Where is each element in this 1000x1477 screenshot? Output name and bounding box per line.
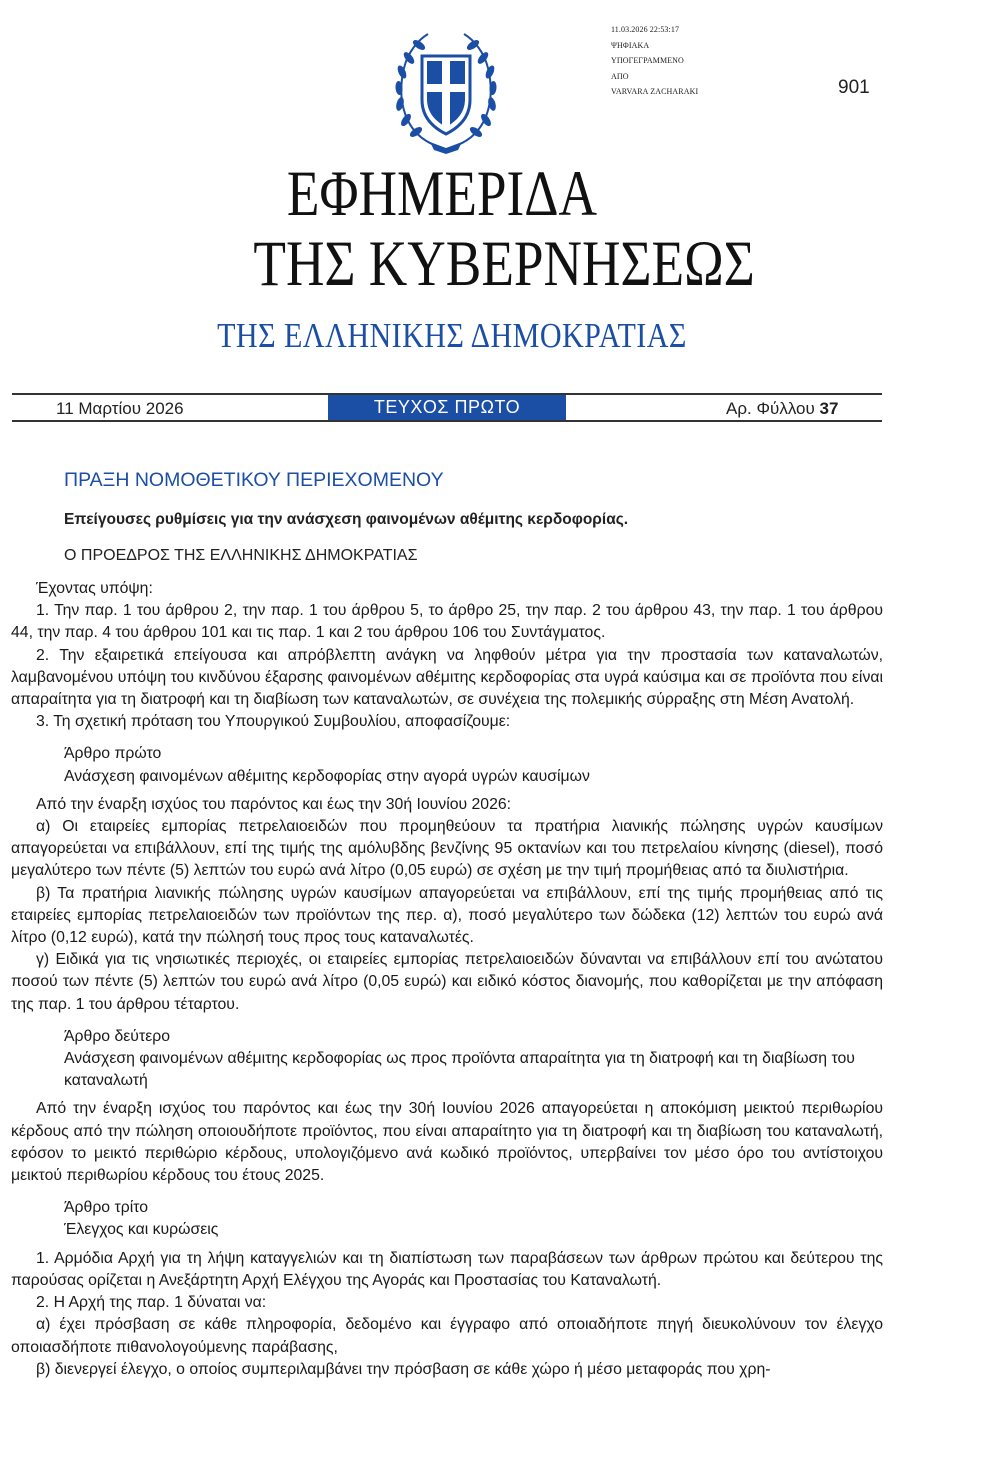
signature-line: ΑΠΟ	[611, 71, 629, 81]
sheet-number: 37	[819, 399, 839, 418]
masthead-subtitle: ΤΗΣ ΕΛΛΗΝΙΚΗΣ ΔΗΜΟΚΡΑΤΙΑΣ	[217, 316, 687, 355]
article-title: Ανάσχεση φαινομένων αθέμιτης κερδοφορίας ως προς προϊόντα απαραίτητα για τη διατροφή και τη διαβίωση του καταναλωτή	[64, 1050, 855, 1090]
issue-date: 11 Μαρτίου 2026	[56, 399, 184, 418]
paragraph: 2. Την εξαιρετικά επείγουσα και απρόβλεπτη ανάγκη να ληφθούν μέτρα για την προστασία των καταναλωτών, λαμβανομένου υπόψη του κινδύνου έξαρσης φαινομένων αθέμιτης κερδοφορίας στα υγρά καύσιμα και σε προϊόντα που είναι απαραίτητα για τη διατροφή και τη διαβίωση των καταναλωτών, σε συνέχεια της πολεμικής σύρραξης στη Μέση Ανατολή.	[11, 646, 883, 709]
document-body	[11, 578, 883, 1381]
paragraph: 1. Την παρ. 1 του άρθρου 2, την παρ. 1 του άρθρου 5, το άρθρο 25, την παρ. 2 του άρθρου 43, την παρ. 1 του άρθρου 44, την παρ. 4 του άρθρου 101 και τις παρ. 1 και 2 του άρθρου 106 του Συντάγματος.	[11, 602, 883, 642]
article-title: Ανάσχεση φαινομένων αθέμιτης κερδοφορίας στην αγορά υγρών καυσίμων	[64, 767, 590, 785]
considering-intro: Έχοντας υπόψη:	[36, 580, 153, 597]
article-heading: Άρθρο τρίτο	[64, 1199, 149, 1217]
issue-bar-bottom-rule	[12, 420, 882, 422]
coat-of-arms-emblem	[392, 28, 500, 154]
signature-line: ΨΗΦΙΑΚΑ	[611, 40, 650, 50]
president-heading: Ο ΠΡΟΕΔΡΟΣ ΤΗΣ ΕΛΛΗΝΙΚΗΣ ΔΗΜΟΚΡΑΤΙΑΣ	[64, 547, 418, 564]
act-subtitle: Επείγουσες ρυθμίσεις για την ανάσχεση φαινομένων αθέμιτης κερδοφορίας.	[64, 511, 629, 528]
paragraph: β) Τα πρατήρια λιανικής πώλησης υγρών καυσίμων απαγορεύεται να επιβάλλουν, επί της τιμής προμήθειας από τις εταιρείες εμπορίας πετρελαιοειδών των προϊόντων της περ. α), ποσό μεγαλύτερο των δώδεκα (12) λεπτών του ευρώ ανά λίτρο (0,12 ευρώ), κατά την πώλησή τους προς τους καταναλωτές.	[11, 884, 883, 947]
paragraph: 3. Τη σχετική πρόταση του Υπουργικού Συμβουλίου, αποφασίζουμε:	[36, 713, 511, 731]
masthead-title-line2: ΤΗΣ ΚΥΒΕΡΝΗΣΕΩΣ	[253, 228, 755, 300]
paragraph: 2. Η Αρχή της παρ. 1 δύναται να:	[36, 1294, 267, 1312]
paragraph: γ) Ειδικά για τις νησιωτικές περιοχές, οι εταιρείες εμπορίας πετρελαιοειδών δύνανται να επιβάλλουν επί του ανώτατου ποσού των πέντε (5) λεπτών του ευρώ ανά λίτρο (0,05 ευρώ) και ειδικό κόστος διανομής, που καθορίζεται με την απόφαση της παρ. 1 του άρθρου τέταρτου.	[11, 951, 883, 1013]
article-heading: Άρθρο δεύτερο	[64, 1027, 171, 1045]
article-title: Έλεγχος και κυρώσεις	[64, 1221, 219, 1239]
signature-timestamp: 11.03.2026 22:53:17	[611, 25, 680, 34]
paragraph: 1. Αρμόδια Αρχή για τη λήψη καταγγελιών και τη διαπίστωση των παραβάσεων των άρθρων πρώτου και δεύτερου της παρούσας ορίζεται η Ανεξάρτητη Αρχή Ελέγχου της Αγοράς και Προστασίας του Καταναλωτή.	[11, 1249, 883, 1289]
paragraph: β) διενεργεί έλεγχο, ο οποίος συμπεριλαμβάνει την πρόσβαση σε κάθε χώρο ή μέσο μεταφοράς που χρη-	[36, 1360, 771, 1378]
issue-series-badge: ΤΕΥΧΟΣ ΠΡΩΤΟ	[328, 395, 566, 420]
signature-line: ΥΠΟΓΕΓΡΑΜΜΕΝΟ	[611, 56, 684, 65]
paragraph: α) έχει πρόσβαση σε κάθε πληροφορία, δεδομένο και έγγραφο από οποιαδήποτε πηγή διευκολύνουν τον έλεγχο οποιασδήποτε πιθανολογούμενης παράβασης,	[11, 1316, 883, 1356]
sheet-number-label	[726, 399, 838, 419]
digital-signature-block	[611, 22, 698, 100]
signature-line: VARVARA ZACHARAKI	[611, 87, 699, 96]
masthead-title-line1: ΕΦΗΜΕΡΙΔΑ	[286, 158, 598, 230]
paragraph: Από την έναρξη ισχύος του παρόντος και έως την 30ή Ιουνίου 2026:	[36, 795, 512, 813]
page-number: 901	[838, 77, 870, 98]
sheet-label: Αρ. Φύλλου	[726, 399, 815, 418]
article-heading: Άρθρο πρώτο	[64, 745, 162, 763]
paragraph: α) Οι εταιρείες εμπορίας πετρελαιοειδών που προμηθεύουν τα πρατήρια λιανικής πώλησης υγρών καυσίμων απαγορεύεται να επιβάλλουν, επί της τιμής της αμόλυβδης βενζίνης 95 οκτανίων και του πετρελαίου κίνησης (diesel), ποσό μεγαλύτερο των πέντε (5) λεπτών του ευρώ ανά λίτρο (0,05 ευρώ) σε σχέση με την τιμή προμήθειας από τα διυλιστήρια.	[11, 818, 883, 880]
act-title: ΠΡΑΞΗ ΝΟΜΟΘΕΤΙΚΟΥ ΠΕΡΙΕΧΟΜΕΝΟΥ	[64, 469, 444, 491]
paragraph: Από την έναρξη ισχύος του παρόντος και έως την 30ή Ιουνίου 2026 απαγορεύεται η αποκόμιση μεικτού περιθωρίου κέρδους από την πώληση οποιουδήποτε προϊόντος, που είναι απαραίτητο για τη διατροφή και τη διαβίωση του καταναλωτή, εφόσον το μεικτό περιθώριο κέρδους, υπολογιζόμενο ανά κωδικό προϊόντος, υπερβαίνει τον μέσο όρο του αντίστοιχου μεικτού περιθωρίου κέρδους του έτους 2025.	[11, 1100, 883, 1185]
